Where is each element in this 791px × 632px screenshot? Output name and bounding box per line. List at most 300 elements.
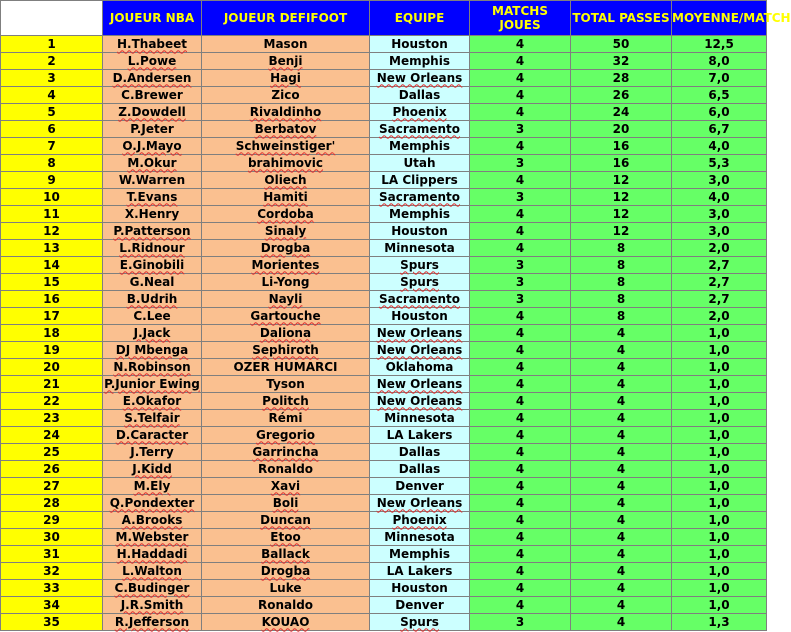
cell-rank[interactable]	[1, 104, 103, 121]
cell-total-passes[interactable]	[571, 223, 672, 240]
cell-total-passes[interactable]	[571, 240, 672, 257]
cell-moyenne[interactable]	[672, 172, 767, 189]
cell-equipe[interactable]	[370, 36, 470, 53]
cell-rank[interactable]	[1, 325, 103, 342]
cell-rank[interactable]	[1, 393, 103, 410]
cell-total-passes[interactable]	[571, 597, 672, 614]
cell-joueur-defifoot[interactable]	[202, 376, 370, 393]
cell-equipe[interactable]	[370, 223, 470, 240]
cell-equipe[interactable]	[370, 342, 470, 359]
cell-matchs-joues-text: 3	[515, 614, 525, 629]
cell-rank[interactable]	[1, 121, 103, 138]
cell-joueur-nba[interactable]	[103, 104, 202, 121]
cell-equipe[interactable]	[370, 53, 470, 70]
cell-rank[interactable]	[1, 546, 103, 563]
cell-joueur-nba[interactable]	[103, 138, 202, 155]
cell-rank[interactable]	[1, 614, 103, 631]
cell-total-passes[interactable]	[571, 87, 672, 104]
cell-rank[interactable]	[1, 563, 103, 580]
cell-moyenne[interactable]	[672, 206, 767, 223]
cell-total-passes[interactable]	[571, 291, 672, 308]
cell-rank[interactable]	[1, 240, 103, 257]
cell-matchs-joues[interactable]	[470, 308, 571, 325]
cell-matchs-joues[interactable]	[470, 104, 571, 121]
cell-matchs-joues[interactable]	[470, 614, 571, 631]
cell-joueur-defifoot[interactable]	[202, 512, 370, 529]
cell-matchs-joues[interactable]	[470, 189, 571, 206]
cell-joueur-nba[interactable]	[103, 308, 202, 325]
cell-joueur-defifoot[interactable]	[202, 325, 370, 342]
cell-joueur-defifoot[interactable]	[202, 155, 370, 172]
cell-joueur-nba[interactable]	[103, 614, 202, 631]
cell-joueur-nba[interactable]	[103, 240, 202, 257]
cell-equipe[interactable]	[370, 189, 470, 206]
cell-total-passes-text: 12	[612, 223, 630, 238]
cell-joueur-defifoot[interactable]	[202, 410, 370, 427]
cell-moyenne[interactable]	[672, 512, 767, 529]
cell-joueur-nba[interactable]	[103, 36, 202, 53]
cell-matchs-joues[interactable]	[470, 53, 571, 70]
cell-equipe[interactable]	[370, 597, 470, 614]
cell-joueur-defifoot-text: Schweinstiger'	[235, 138, 336, 153]
cell-total-passes[interactable]	[571, 70, 672, 87]
cell-moyenne[interactable]	[672, 410, 767, 427]
cell-joueur-nba-text: L.Walton	[122, 563, 182, 578]
cell-joueur-nba[interactable]	[103, 410, 202, 427]
cell-joueur-nba[interactable]	[103, 512, 202, 529]
cell-matchs-joues[interactable]	[470, 87, 571, 104]
cell-joueur-nba[interactable]	[103, 393, 202, 410]
cell-equipe[interactable]	[370, 512, 470, 529]
cell-rank[interactable]	[1, 155, 103, 172]
cell-joueur-defifoot[interactable]	[202, 478, 370, 495]
cell-total-passes[interactable]	[571, 274, 672, 291]
cell-joueur-nba-text: C.Brewer	[121, 87, 183, 102]
cell-matchs-joues[interactable]	[470, 70, 571, 87]
cell-total-passes[interactable]	[571, 189, 672, 206]
cell-matchs-joues[interactable]	[470, 427, 571, 444]
cell-equipe[interactable]	[370, 478, 470, 495]
cell-moyenne-text: 1,0	[708, 342, 730, 357]
cell-matchs-joues[interactable]	[470, 359, 571, 376]
cell-moyenne[interactable]	[672, 274, 767, 291]
cell-joueur-nba[interactable]	[103, 529, 202, 546]
cell-moyenne[interactable]	[672, 104, 767, 121]
cell-moyenne-text: 1,0	[708, 478, 730, 493]
cell-joueur-nba[interactable]	[103, 189, 202, 206]
cell-rank[interactable]	[1, 189, 103, 206]
cell-total-passes[interactable]	[571, 53, 672, 70]
cell-joueur-defifoot[interactable]	[202, 359, 370, 376]
cell-joueur-nba[interactable]	[103, 427, 202, 444]
cell-moyenne[interactable]	[672, 461, 767, 478]
cell-rank-text: 26	[43, 461, 60, 476]
cell-joueur-defifoot[interactable]	[202, 444, 370, 461]
cell-total-passes[interactable]	[571, 36, 672, 53]
cell-joueur-defifoot-text: Hamiti	[263, 189, 308, 204]
cell-moyenne[interactable]	[672, 342, 767, 359]
cell-matchs-joues[interactable]	[470, 393, 571, 410]
cell-total-passes[interactable]	[571, 427, 672, 444]
cell-joueur-nba-text: H.Haddadi	[116, 546, 188, 561]
cell-moyenne[interactable]	[672, 478, 767, 495]
cell-equipe[interactable]	[370, 87, 470, 104]
cell-joueur-nba[interactable]	[103, 121, 202, 138]
cell-joueur-defifoot[interactable]	[202, 240, 370, 257]
corner-cell[interactable]	[1, 1, 103, 36]
cell-equipe[interactable]	[370, 70, 470, 87]
cell-equipe[interactable]	[370, 138, 470, 155]
cell-rank[interactable]	[1, 427, 103, 444]
cell-total-passes[interactable]	[571, 104, 672, 121]
cell-moyenne[interactable]	[672, 138, 767, 155]
cell-rank[interactable]	[1, 172, 103, 189]
cell-equipe[interactable]	[370, 546, 470, 563]
cell-joueur-defifoot[interactable]	[202, 495, 370, 512]
cell-joueur-nba[interactable]	[103, 376, 202, 393]
cell-moyenne[interactable]	[672, 189, 767, 206]
cell-equipe[interactable]	[370, 580, 470, 597]
cell-rank[interactable]	[1, 53, 103, 70]
cell-joueur-nba[interactable]	[103, 223, 202, 240]
table-row	[1, 172, 767, 189]
cell-joueur-defifoot[interactable]	[202, 189, 370, 206]
cell-joueur-defifoot-text: Gartouche	[250, 308, 321, 323]
cell-total-passes-text: 4	[616, 359, 626, 374]
cell-rank-text: 6	[47, 121, 56, 136]
cell-matchs-joues[interactable]	[470, 444, 571, 461]
cell-rank[interactable]	[1, 478, 103, 495]
cell-moyenne-text: 4,0	[708, 138, 730, 153]
cell-matchs-joues[interactable]	[470, 512, 571, 529]
cell-joueur-nba[interactable]	[103, 478, 202, 495]
cell-matchs-joues[interactable]	[470, 410, 571, 427]
cell-joueur-nba-text: X.Henry	[124, 206, 180, 221]
cell-joueur-nba[interactable]	[103, 53, 202, 70]
cell-equipe[interactable]	[370, 240, 470, 257]
cell-matchs-joues[interactable]	[470, 291, 571, 308]
cell-moyenne[interactable]	[672, 376, 767, 393]
cell-equipe[interactable]	[370, 444, 470, 461]
cell-joueur-defifoot[interactable]	[202, 342, 370, 359]
cell-total-passes-text: 4	[616, 444, 626, 459]
cell-equipe[interactable]	[370, 172, 470, 189]
cell-equipe[interactable]	[370, 104, 470, 121]
cell-total-passes[interactable]	[571, 546, 672, 563]
cell-joueur-defifoot[interactable]	[202, 580, 370, 597]
header-total-passes[interactable]: TOTAL PASSES	[571, 1, 672, 36]
cell-matchs-joues[interactable]	[470, 257, 571, 274]
cell-matchs-joues[interactable]	[470, 36, 571, 53]
cell-joueur-nba[interactable]	[103, 359, 202, 376]
cell-equipe[interactable]	[370, 427, 470, 444]
cell-rank-text: 16	[43, 291, 60, 306]
cell-moyenne[interactable]	[672, 155, 767, 172]
cell-joueur-defifoot[interactable]	[202, 138, 370, 155]
cell-matchs-joues[interactable]	[470, 206, 571, 223]
cell-joueur-nba[interactable]	[103, 87, 202, 104]
cell-joueur-defifoot[interactable]	[202, 529, 370, 546]
cell-matchs-joues[interactable]	[470, 495, 571, 512]
cell-joueur-defifoot[interactable]	[202, 70, 370, 87]
cell-total-passes[interactable]	[571, 393, 672, 410]
cell-moyenne[interactable]	[672, 70, 767, 87]
cell-matchs-joues[interactable]	[470, 546, 571, 563]
cell-joueur-defifoot[interactable]	[202, 461, 370, 478]
cell-joueur-defifoot[interactable]	[202, 121, 370, 138]
cell-joueur-nba[interactable]	[103, 274, 202, 291]
cell-rank[interactable]	[1, 342, 103, 359]
cell-moyenne[interactable]	[672, 36, 767, 53]
cell-rank[interactable]	[1, 308, 103, 325]
cell-rank[interactable]	[1, 257, 103, 274]
cell-joueur-defifoot[interactable]	[202, 393, 370, 410]
cell-matchs-joues-text: 4	[515, 342, 525, 357]
cell-total-passes[interactable]	[571, 614, 672, 631]
cell-matchs-joues[interactable]	[470, 580, 571, 597]
cell-moyenne[interactable]	[672, 546, 767, 563]
cell-matchs-joues[interactable]	[470, 461, 571, 478]
cell-rank[interactable]	[1, 138, 103, 155]
cell-joueur-nba[interactable]	[103, 155, 202, 172]
cell-joueur-nba[interactable]	[103, 291, 202, 308]
cell-joueur-defifoot[interactable]	[202, 614, 370, 631]
cell-joueur-defifoot[interactable]	[202, 563, 370, 580]
cell-joueur-defifoot[interactable]	[202, 308, 370, 325]
cell-joueur-defifoot[interactable]	[202, 546, 370, 563]
table-row	[1, 104, 767, 121]
cell-matchs-joues[interactable]	[470, 325, 571, 342]
cell-moyenne-text: 2,0	[708, 240, 730, 255]
cell-total-passes[interactable]	[571, 410, 672, 427]
cell-matchs-joues[interactable]	[470, 342, 571, 359]
cell-equipe[interactable]	[370, 614, 470, 631]
cell-joueur-nba[interactable]	[103, 563, 202, 580]
cell-equipe[interactable]	[370, 206, 470, 223]
cell-rank[interactable]	[1, 87, 103, 104]
cell-total-passes[interactable]	[571, 495, 672, 512]
cell-total-passes[interactable]	[571, 172, 672, 189]
cell-moyenne-text: 1,0	[708, 563, 730, 578]
cell-moyenne[interactable]	[672, 223, 767, 240]
cell-matchs-joues[interactable]	[470, 563, 571, 580]
cell-joueur-defifoot[interactable]	[202, 36, 370, 53]
cell-joueur-nba[interactable]	[103, 495, 202, 512]
cell-rank[interactable]	[1, 359, 103, 376]
cell-moyenne[interactable]	[672, 121, 767, 138]
cell-rank-text: 32	[43, 563, 60, 578]
cell-total-passes[interactable]	[571, 376, 672, 393]
cell-total-passes-text: 4	[616, 614, 626, 629]
cell-matchs-joues[interactable]	[470, 138, 571, 155]
cell-joueur-nba[interactable]	[103, 546, 202, 563]
cell-equipe[interactable]	[370, 376, 470, 393]
cell-rank[interactable]	[1, 36, 103, 53]
cell-rank[interactable]	[1, 376, 103, 393]
cell-equipe[interactable]	[370, 410, 470, 427]
cell-rank[interactable]	[1, 410, 103, 427]
cell-joueur-nba[interactable]	[103, 70, 202, 87]
cell-joueur-defifoot[interactable]	[202, 597, 370, 614]
cell-rank-text: 29	[43, 512, 60, 527]
cell-total-passes[interactable]	[571, 206, 672, 223]
cell-rank[interactable]	[1, 529, 103, 546]
cell-equipe[interactable]	[370, 495, 470, 512]
cell-total-passes[interactable]	[571, 563, 672, 580]
cell-equipe-text: LA Clippers	[381, 172, 458, 187]
cell-joueur-nba[interactable]	[103, 580, 202, 597]
cell-joueur-nba[interactable]	[103, 342, 202, 359]
cell-joueur-nba[interactable]	[103, 461, 202, 478]
cell-matchs-joues[interactable]	[470, 376, 571, 393]
cell-joueur-nba[interactable]	[103, 206, 202, 223]
header-equipe[interactable]: EQUIPE	[370, 1, 470, 36]
cell-rank[interactable]	[1, 461, 103, 478]
cell-equipe[interactable]	[370, 393, 470, 410]
cell-equipe[interactable]	[370, 461, 470, 478]
cell-equipe[interactable]	[370, 359, 470, 376]
cell-rank[interactable]	[1, 291, 103, 308]
cell-equipe[interactable]	[370, 121, 470, 138]
cell-joueur-nba-text: P.Patterson	[113, 223, 191, 238]
cell-moyenne[interactable]	[672, 393, 767, 410]
cell-matchs-joues[interactable]	[470, 597, 571, 614]
cell-moyenne[interactable]	[672, 359, 767, 376]
cell-moyenne[interactable]	[672, 291, 767, 308]
cell-total-passes[interactable]	[571, 155, 672, 172]
cell-matchs-joues[interactable]	[470, 240, 571, 257]
cell-moyenne[interactable]	[672, 325, 767, 342]
cell-total-passes[interactable]	[571, 342, 672, 359]
cell-total-passes-text: 4	[616, 563, 626, 578]
cell-equipe[interactable]	[370, 257, 470, 274]
cell-matchs-joues[interactable]	[470, 121, 571, 138]
cell-equipe[interactable]	[370, 308, 470, 325]
cell-moyenne[interactable]	[672, 495, 767, 512]
cell-joueur-nba[interactable]	[103, 257, 202, 274]
cell-total-passes[interactable]	[571, 325, 672, 342]
cell-joueur-defifoot-text: Xavi	[270, 478, 301, 493]
cell-matchs-joues[interactable]	[470, 529, 571, 546]
cell-rank[interactable]	[1, 223, 103, 240]
cell-moyenne[interactable]	[672, 529, 767, 546]
cell-joueur-nba[interactable]	[103, 597, 202, 614]
cell-total-passes[interactable]	[571, 444, 672, 461]
cell-moyenne[interactable]	[672, 240, 767, 257]
cell-moyenne[interactable]	[672, 53, 767, 70]
cell-matchs-joues[interactable]	[470, 478, 571, 495]
cell-rank[interactable]	[1, 597, 103, 614]
cell-rank-text: 8	[47, 155, 56, 170]
cell-rank[interactable]	[1, 70, 103, 87]
table-row	[1, 580, 767, 597]
cell-equipe[interactable]	[370, 563, 470, 580]
cell-rank-text: 35	[43, 614, 60, 629]
cell-matchs-joues-text: 4	[515, 495, 525, 510]
cell-total-passes[interactable]	[571, 512, 672, 529]
cell-joueur-nba-text: M.Okur	[127, 155, 177, 170]
cell-total-passes[interactable]	[571, 478, 672, 495]
cell-total-passes[interactable]	[571, 461, 672, 478]
cell-matchs-joues[interactable]	[470, 274, 571, 291]
cell-equipe[interactable]	[370, 291, 470, 308]
table-row	[1, 206, 767, 223]
cell-joueur-defifoot[interactable]	[202, 257, 370, 274]
cell-total-passes[interactable]	[571, 138, 672, 155]
cell-total-passes[interactable]	[571, 529, 672, 546]
cell-joueur-nba[interactable]	[103, 172, 202, 189]
cell-joueur-defifoot[interactable]	[202, 223, 370, 240]
cell-rank-text: 27	[43, 478, 60, 493]
cell-joueur-defifoot[interactable]	[202, 87, 370, 104]
cell-joueur-nba-text: A.Brooks	[121, 512, 183, 527]
cell-equipe-text: New Orleans	[376, 325, 463, 340]
header-joueur-defifoot[interactable]: JOUEUR DEFIFOOT	[202, 1, 370, 36]
cell-rank[interactable]	[1, 512, 103, 529]
cell-joueur-nba-text: M.Webster	[115, 529, 189, 544]
cell-rank-text: 31	[43, 546, 60, 561]
cell-moyenne[interactable]	[672, 308, 767, 325]
cell-joueur-defifoot[interactable]	[202, 104, 370, 121]
cell-moyenne[interactable]	[672, 444, 767, 461]
cell-total-passes[interactable]	[571, 580, 672, 597]
cell-matchs-joues[interactable]	[470, 155, 571, 172]
cell-joueur-defifoot[interactable]	[202, 427, 370, 444]
cell-total-passes[interactable]	[571, 308, 672, 325]
cell-moyenne[interactable]	[672, 427, 767, 444]
cell-total-passes[interactable]	[571, 359, 672, 376]
cell-equipe[interactable]	[370, 274, 470, 291]
cell-joueur-nba[interactable]	[103, 325, 202, 342]
cell-equipe[interactable]	[370, 529, 470, 546]
cell-rank-text: 18	[43, 325, 60, 340]
cell-joueur-defifoot[interactable]	[202, 291, 370, 308]
cell-moyenne[interactable]	[672, 580, 767, 597]
cell-rank-text: 13	[43, 240, 60, 255]
header-joueur-nba[interactable]: JOUEUR NBA	[103, 1, 202, 36]
header-matchs-joues[interactable]: MATCHS JOUES	[470, 1, 571, 36]
cell-moyenne[interactable]	[672, 257, 767, 274]
header-moyenne-match[interactable]: MOYENNE/MATCH	[672, 1, 767, 36]
cell-moyenne[interactable]	[672, 614, 767, 631]
table-row	[1, 121, 767, 138]
cell-rank[interactable]	[1, 580, 103, 597]
cell-joueur-defifoot[interactable]	[202, 206, 370, 223]
cell-moyenne[interactable]	[672, 87, 767, 104]
cell-rank[interactable]	[1, 206, 103, 223]
cell-joueur-defifoot[interactable]	[202, 172, 370, 189]
cell-total-passes[interactable]	[571, 257, 672, 274]
cell-joueur-nba[interactable]	[103, 444, 202, 461]
cell-equipe[interactable]	[370, 155, 470, 172]
cell-matchs-joues[interactable]	[470, 172, 571, 189]
cell-equipe[interactable]	[370, 325, 470, 342]
cell-moyenne-text: 1,0	[708, 512, 730, 527]
cell-moyenne-text: 4,0	[708, 189, 730, 204]
cell-total-passes[interactable]	[571, 121, 672, 138]
table-row	[1, 393, 767, 410]
cell-rank[interactable]	[1, 495, 103, 512]
cell-matchs-joues[interactable]	[470, 223, 571, 240]
cell-joueur-defifoot[interactable]	[202, 274, 370, 291]
cell-joueur-defifoot[interactable]	[202, 53, 370, 70]
cell-moyenne[interactable]	[672, 597, 767, 614]
cell-rank[interactable]	[1, 444, 103, 461]
cell-total-passes-text: 4	[616, 546, 626, 561]
cell-equipe-text: Minnesota	[384, 529, 455, 544]
cell-rank[interactable]	[1, 274, 103, 291]
cell-moyenne[interactable]	[672, 563, 767, 580]
